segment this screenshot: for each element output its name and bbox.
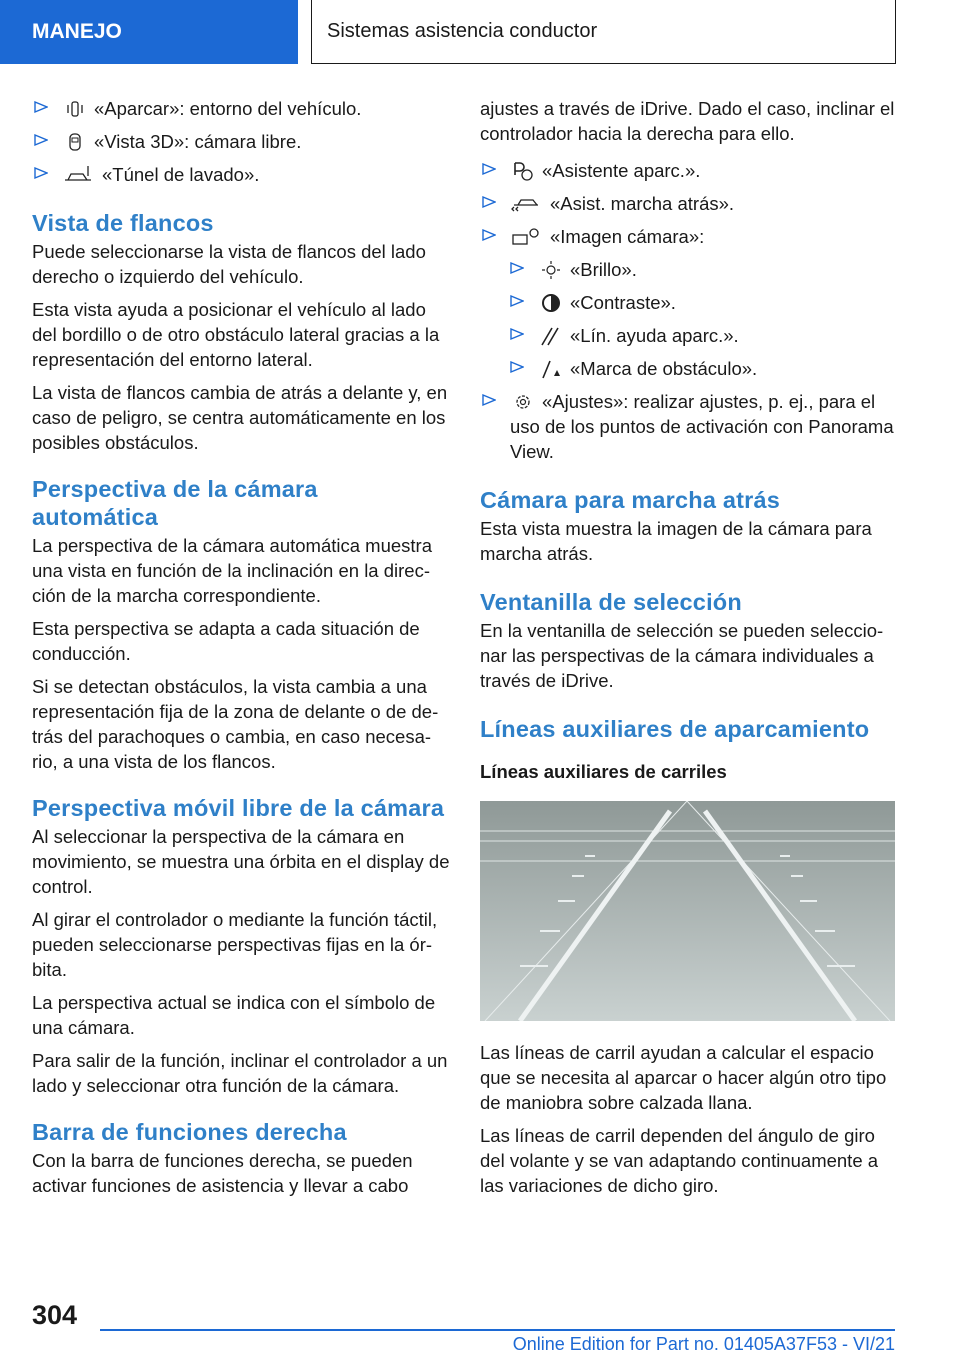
section-heading: Perspectiva de la cámara automática [32, 476, 318, 530]
list-item: «Lín. ayuda aparc.». [480, 323, 898, 348]
list-item: «Túnel de lavado». [32, 162, 450, 187]
section-heading: Vista de flancos [32, 210, 214, 236]
section-heading: Ventanilla de selección [480, 589, 742, 615]
list-item: «Aparcar»: entorno del vehículo. [32, 96, 450, 121]
paragraph: Con la barra de funciones derecha, se pueden activar funciones de asistencia y llevar a cabo [32, 1150, 413, 1196]
paragraph: Las líneas de carril dependen del ángulo de giro del volante y se van adaptando continuamente a las variaciones de dicho giro. [480, 1125, 879, 1196]
triangle-bullet-icon [482, 195, 496, 209]
section-heading: Barra de funciones derecha [32, 1119, 347, 1145]
triangle-bullet-icon [510, 360, 524, 374]
park-assist-icon [510, 160, 536, 182]
parking-lines-icon [538, 325, 564, 347]
gear-icon [510, 391, 536, 413]
list-item: «Ajustes»: realizar ajustes, p. ej., para el uso de los puntos de activación con Panorama View. [480, 389, 898, 464]
footer-edition: Online Edition for Part no. 01405A37F53 - VI/21 [512, 1334, 895, 1354]
section-tab: MANEJO [0, 0, 298, 64]
camera-settings-icon [510, 226, 544, 248]
paragraph: La perspectiva actual se indica con el símbolo de una cámara. [32, 992, 436, 1038]
paragraph: Si se detectan obstáculos, la vista cambia a una representación fija de la zona de delante o de detrás del parachoques o cambia, en caso necesario, a una vista de los flancos. [32, 676, 439, 772]
reverse-assist-icon [510, 193, 544, 215]
parking-sensor-icon [62, 98, 88, 120]
triangle-bullet-icon [510, 294, 524, 308]
list-item: «Marca de obstáculo». [480, 356, 898, 381]
section-heading: Cámara para marcha atrás [480, 487, 781, 513]
car-top-view-icon [62, 131, 88, 153]
car-wash-icon [62, 164, 96, 186]
triangle-bullet-icon [482, 393, 496, 407]
list-item: «Asist. marcha atrás». [480, 191, 898, 216]
triangle-bullet-icon [34, 133, 48, 147]
list-item: «Vista 3D»: cámara libre. [32, 129, 450, 154]
paragraph: Al girar el controlador o mediante la función táctil, pueden seleccionarse perspectivas fijas en la órbita. [32, 909, 438, 980]
paragraph: Al seleccionar la perspectiva de la cámara en movimiento, se muestra una órbita en el display de control. [32, 826, 450, 897]
list-item: «Contraste». [480, 290, 898, 315]
page-number: 304 [32, 1300, 78, 1330]
paragraph: En la ventanilla de selección se pueden seleccionar las perspectivas de la cámara individuales a través de iDrive. [480, 620, 884, 691]
paragraph: Esta vista ayuda a posicionar el vehículo al lado del bordillo o de otro obstáculo lateral gracias a la representación del entorno lateral. [32, 299, 440, 370]
list-item: «Brillo». [480, 257, 898, 282]
list-item: «Imagen cámara»: [480, 224, 898, 249]
footer-rule [100, 1329, 895, 1331]
triangle-bullet-icon [510, 261, 524, 275]
triangle-bullet-icon [510, 327, 524, 341]
triangle-bullet-icon [482, 162, 496, 176]
paragraph: ajustes a través de iDrive. Dado el caso, inclinar el controlador hacia la derecha para ello. [480, 98, 895, 144]
contrast-icon [538, 292, 564, 314]
paragraph: Para salir de la función, inclinar el controlador a un lado y seleccionar otra función de la cámara. [32, 1050, 448, 1096]
paragraph: La perspectiva de la cámara automática muestra una vista en función de la inclinación en la dirección de la marcha correspondiente. [32, 535, 433, 606]
brightness-icon [538, 259, 564, 281]
right-column [480, 96, 898, 1206]
subsection-heading: Líneas auxiliares de carriles [480, 761, 727, 782]
paragraph: Esta vista muestra la imagen de la cámara para marcha atrás. [480, 518, 872, 564]
triangle-bullet-icon [34, 166, 48, 180]
triangle-bullet-icon [482, 228, 496, 242]
parking-lines-illustration [480, 801, 895, 1021]
triangle-bullet-icon [34, 100, 48, 114]
paragraph: Las líneas de carril ayudan a calcular el espacio que se necesita al aparcar o hacer algún otro tipo de maniobra sobre calzada llana. [480, 1042, 887, 1113]
section-heading: Líneas auxiliares de aparcamiento [480, 716, 870, 742]
paragraph: Esta perspectiva se adapta a cada situación de conducción. [32, 618, 420, 664]
chapter-title: Sistemas asistencia conductor [311, 0, 896, 64]
section-heading: Perspectiva móvil libre de la cámara [32, 795, 445, 821]
left-column [32, 96, 450, 1206]
obstacle-marker-icon [538, 358, 564, 380]
list-item: «Asistente aparc.». [480, 158, 898, 183]
paragraph: La vista de flancos cambia de atrás a delante y, en caso de peligro, se centra automáticamente en los posibles obstáculos. [32, 382, 448, 453]
paragraph: Puede seleccionarse la vista de flancos del lado derecho o izquierdo del vehículo. [32, 241, 426, 287]
